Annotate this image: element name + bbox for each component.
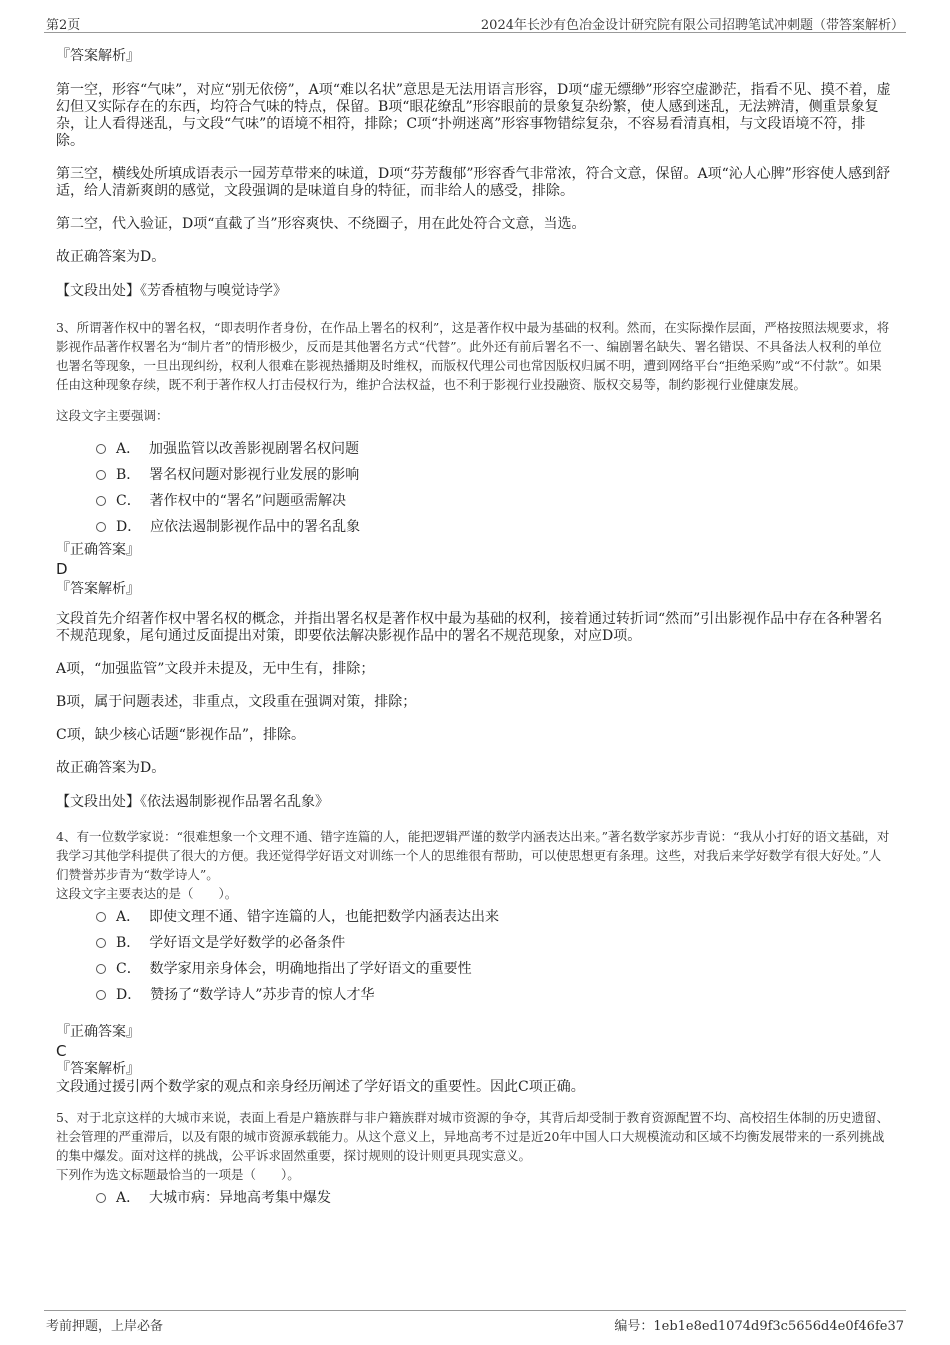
q3-analysis-para: A项，“加强监管”文段并未提及，无中生有，排除； xyxy=(56,661,375,677)
document-title: 2024年长沙有色冶金设计研究院有限公司招聘笔试冲刺题（带答案解析） xyxy=(480,18,904,33)
q3-source: 【文段出处】《依法遏制影视作品署名乱象》 xyxy=(56,794,329,810)
radio-circle-icon[interactable] xyxy=(96,938,106,948)
q3-option-c[interactable]: C． 著作权中的“署名”问题亟需解决 xyxy=(96,491,892,511)
q4-analysis-tag: 『答案解析』 xyxy=(56,1061,140,1077)
q4-question: 这段文字主要表达的是（ ）。 xyxy=(56,886,238,901)
q4-options xyxy=(56,907,892,1005)
q2-analysis-para: 第三空，横线处所填成语表示一园芳草带来的味道，D项“芬芳馥郁”形容香气非常浓，符合文意，保留。A项“沁人心脾”形容使人感到舒适，给人清新爽朗的感觉，文段强调的是味道自身的特征，而非给人的感受，排除。 xyxy=(56,166,890,199)
q5-passage: 5、对于北京这样的大城市来说，表面上看是户籍族群与非户籍族群对城市资源的争夺，其背后却受制于教育资源配置不均、高校招生体制的历史遗留、社会管理的严重滞后，以及有限的城市资源承载能力。从这个意义上，异地高考不过是近20年中国人口大规模流动和区域不均衡发展带来的一系列挑战的集中爆发。面对这样的挑战，公平诉求固然重要，探讨规则的设计则更具现实意义。 xyxy=(56,1110,889,1163)
q3-analysis-para: 文段首先介绍著作权中署名权的概念，并指出署名权是著作权中最为基础的权利，接着通过转折词“然而”引出影视作品中存在各种署名不规范现象，尾句通过反面提出对策，即要依法解决影视作品中的署名不规范现象，对应D项。 xyxy=(56,611,883,644)
q3-analysis-para: 故正确答案为D。 xyxy=(56,760,166,776)
q3-option-a[interactable]: A． 加强监管以改善影视剧署名权问题 xyxy=(96,439,892,459)
q4-option-d[interactable]: D． 赞扬了“数学诗人”苏步青的惊人才华 xyxy=(96,985,892,1005)
q4-correct-tag: 『正确答案』 xyxy=(56,1024,140,1040)
document-id: 编号：1eb1e8ed1074d9f3c5656d4e0f46fe37 xyxy=(614,1319,904,1334)
q4-option-a[interactable]: A． 即使文理不通、错字连篇的人，也能把数学内涵表达出来 xyxy=(96,907,892,927)
q4-option-b[interactable]: B． 学好语文是学好数学的必备条件 xyxy=(96,933,892,953)
q2-source: 【文段出处】《芳香植物与嗅觉诗学》 xyxy=(56,283,287,299)
q2-analysis-para: 故正确答案为D。 xyxy=(56,249,166,265)
q2-analysis-tag: 『答案解析』 xyxy=(56,48,140,64)
q4-passage: 4、有一位数学家说：“很难想象一个文理不通、错字连篇的人，能把逻辑严谨的数学内涵表达出来。”著名数学家苏步青说：“我从小打好的语文基础，对我学习其他学科提供了很大的方便。我还觉得学好语文对训练一个人的思维很有帮助，可以使思想更有条理。这些，对我后来学好数学有很大好处。”人们赞誉苏步青为“数学诗人”。 xyxy=(56,829,890,882)
radio-circle-icon[interactable] xyxy=(96,496,106,506)
q3-options xyxy=(56,439,892,537)
q3-correct-answer: D xyxy=(56,560,68,578)
q3-analysis-tag: 『答案解析』 xyxy=(56,581,140,597)
q4-analysis-para: 文段通过援引两个数学家的观点和亲身经历阐述了学好语文的重要性。因此C项正确。 xyxy=(56,1079,585,1095)
q3-option-d[interactable]: D． 应依法遏制影视作品中的署名乱象 xyxy=(96,517,892,537)
q3-correct-tag: 『正确答案』 xyxy=(56,542,140,558)
q5-option-a[interactable]: A． 大城市病：异地高考集中爆发 xyxy=(96,1188,892,1208)
q3-analysis-para: B项，属于问题表述，非重点，文段重在强调对策，排除； xyxy=(56,694,417,710)
radio-circle-icon[interactable] xyxy=(96,964,106,974)
page-number-label: 第2页 xyxy=(46,18,81,33)
q2-analysis-para: 第二空，代入验证，D项“直截了当”形容爽快、不绕圈子，用在此处符合文意，当选。 xyxy=(56,216,586,232)
q3-passage: 3、所谓著作权中的署名权，“即表明作者身份，在作品上署名的权利”，这是著作权中最为基础的权利。然而，在实际操作层面，严格按照法规要求，将影视作品著作权署名为“制片者”的情形极少，反而是其他署名方式“代替”。此外还有前后署名不一、编剧署名缺失、署名错误、不具备法人权利的单位也署名等现象，一旦出现纠纷，权利人很难在影视热播期及时维权，而版权代理公司也常因版权归属不明，遭到网络平台“拒绝采购”或“不付款”。如果任由这种现象存续，既不利于著作权人打击侵权行为，维护合法权益，也不利于影视行业投融资、版权交易等，制约影视行业健康发展。 xyxy=(56,320,890,392)
q2-analysis-para: 第一空，形容“气味”，对应“别无依傍”，A项“难以名状”意思是无法用语言形容，D项“虚无缥缈”形容空虚渺茫，指看不见、摸不着，虚幻但又实际存在的东西，均符合气味的特点，保留。B项“眼花缭乱”形容眼前的景象复杂纷繁，使人感到迷乱，无法辨清，侧重景象复杂，让人看得迷乱，与文段“气味”的语境不相符，排除；C项“扑朔迷离”形容事物错综复杂，不容易看清真相，与文段语境不符，排除。 xyxy=(56,82,891,149)
footer-slogan: 考前押题，上岸必备 xyxy=(46,1319,164,1334)
q4-correct-answer: C xyxy=(56,1042,67,1060)
q4-option-c[interactable]: C． 数学家用亲身体会，明确地指出了学好语文的重要性 xyxy=(96,959,892,979)
radio-circle-icon[interactable] xyxy=(96,470,106,480)
page-footer xyxy=(44,1310,906,1333)
radio-circle-icon[interactable] xyxy=(96,1193,106,1203)
q3-option-b[interactable]: B． 署名权问题对影视行业发展的影响 xyxy=(96,465,892,485)
radio-circle-icon[interactable] xyxy=(96,990,106,1000)
page-header xyxy=(44,12,906,33)
radio-circle-icon[interactable] xyxy=(96,912,106,922)
q3-question: 这段文字主要强调： xyxy=(56,408,169,423)
radio-circle-icon[interactable] xyxy=(96,522,106,532)
page-content xyxy=(56,44,892,1214)
radio-circle-icon[interactable] xyxy=(96,444,106,454)
q3-analysis-para: C项，缺少核心话题“影视作品”，排除。 xyxy=(56,727,306,743)
q5-question: 下列作为选文标题最恰当的一项是（ ）。 xyxy=(56,1167,300,1182)
q5-options xyxy=(56,1188,892,1208)
